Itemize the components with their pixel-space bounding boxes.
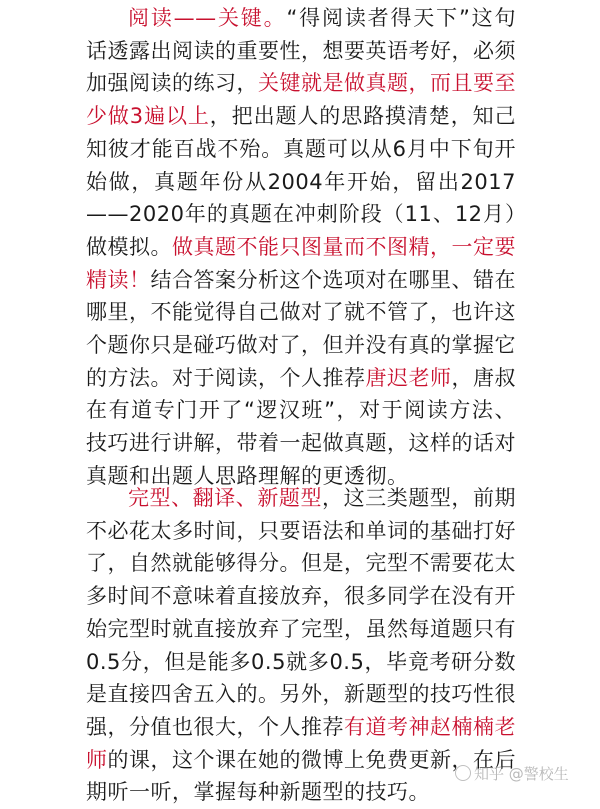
reading-paragraph (86, 2, 516, 493)
reading-teacher-highlight: 唐迟老师 (365, 365, 452, 390)
cloze-text-2: 的课，这个课在她的微博上免费更新，在后期听一听，掌握每种新题型的技巧。 (86, 747, 516, 805)
cloze-paragraph (86, 482, 516, 809)
cloze-teacher-highlight: 有道考神赵楠楠老师 (86, 714, 516, 772)
reading-highlight-2: 做真题不能只图量而不图精，一定要精读！ (86, 234, 516, 292)
reading-text-2: ，把出题人的思路摸清楚，知己知彼才能百战不殆。真题可以从6月中下旬开始做，真题年份从2004年开始，留出2017——2020年的真题在冲刺阶段（11、12月）做模拟。 (86, 104, 516, 259)
cloze-heading: 完型、翻译、新题型 (128, 486, 323, 510)
reading-text-4: ，唐叔在有道专门开了“逻汉班”，对于阅读方法、技巧进行讲解，带着一起做真题，这样的话对真题和出题人思路理解的更透彻。 (86, 365, 516, 488)
watermark-text: 知乎 @警校生 (474, 765, 569, 783)
zhihu-watermark (455, 763, 569, 784)
reading-highlight-1: 关键就是做真题，而且要至少做3遍以上 (86, 71, 516, 129)
reading-heading: 阅读——关键。 (128, 6, 287, 30)
cloze-text-1: ，这三类题型，前期不必花太多时间，只要语法和单词的基础打好了，自然就能够得分。但是，完型不需要花太多时间不意味着直接放弃，很多同学在没有开始完型时就直接放弃了完型，虽然每道题只有0.5分，但是能多0.5就多0.5，毕竟考研分数是直接四舍五入的。另外，新题型的技巧性很强，分值也很大，个人推荐 (86, 486, 517, 739)
reading-text-1: “得阅读者得天下”这句话透露出阅读的重要性，想要英语考好，必须加强阅读的练习， (86, 6, 516, 96)
zhihu-logo-icon (455, 765, 471, 781)
reading-text-3: 结合答案分析这个选项对在哪里、错在哪里，不能觉得自己做对了就不管了，也许这个题你只是碰巧做对了，但并没有真的掌握它的方法。对于阅读，个人推荐 (86, 267, 516, 390)
